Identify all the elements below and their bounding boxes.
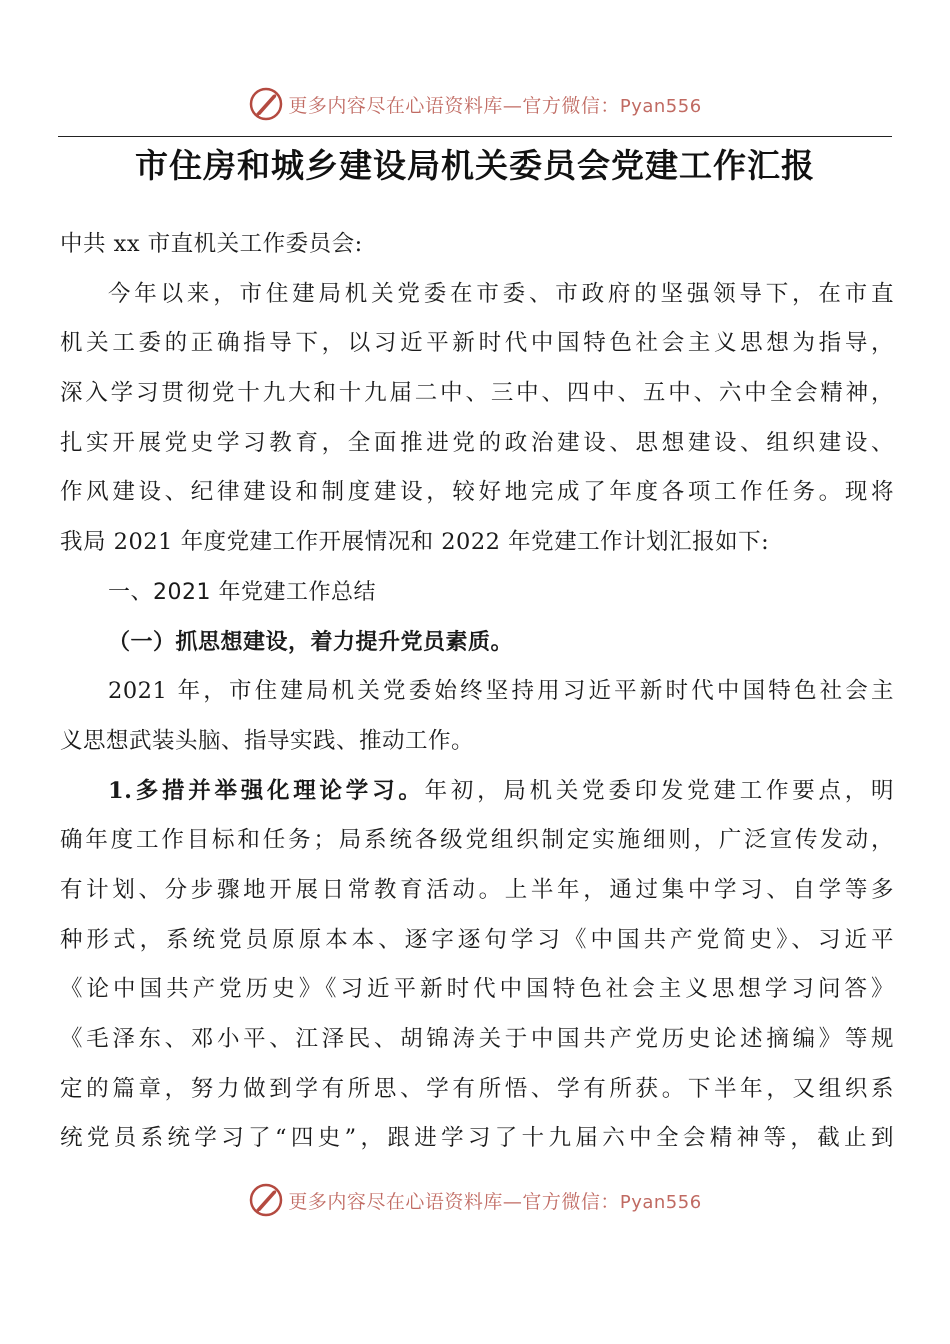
intro-line: 机关工委的正确指导下，以习近平新时代中国特色社会主义思想为指导， xyxy=(60,330,894,357)
intro-line: 今年以来，市住建局机关党委在市委、市政府的坚强领导下，在市直 xyxy=(108,280,894,307)
subsection-heading: （一）抓思想建设，着力提升党员素质。 xyxy=(108,628,514,655)
item-heading-line xyxy=(60,767,894,817)
paragraph-line: 2021 年，市住建局机关党委始终坚持用习近平新时代中国特色社会主 xyxy=(108,678,894,705)
intro-line: 扎实开展党史学习教育，全面推进党的政治建设、思想建设、组织建设、 xyxy=(60,429,894,456)
quill-pen-seal-icon xyxy=(248,86,284,122)
quill-pen-seal-icon xyxy=(248,1182,284,1218)
intro-line: 作风建设、纪律建设和制度建设，较好地完成了年度各项工作任务。现将 xyxy=(60,479,894,506)
watermark-text: 更多内容尽在心语资料库—官方微信：Pyan556 xyxy=(288,94,702,117)
watermark-wechat-id: Pyan556 xyxy=(619,1191,702,1213)
intro-line: 深入学习贯彻党十九大和十九届二中、三中、四中、五中、六中全会精神， xyxy=(60,380,894,407)
watermark-banner-bottom xyxy=(0,1180,950,1220)
intro-line: 我局 2021 年度党建工作开展情况和 2022 年党建工作计划汇报如下: xyxy=(60,529,770,556)
paragraph-line: 《论中国共产党历史》《习近平新时代中国特色社会主义思想学习问答》 xyxy=(60,976,894,1003)
paragraph-line: 种形式，系统党员原原本本、逐字逐句学习《中国共产党简史》、习近平 xyxy=(60,926,894,953)
paragraph-line: 定的篇章，努力做到学有所思、学有所悟、学有所获。下半年，又组织系 xyxy=(60,1075,894,1102)
item-text: 年初，局机关党委印发党建工作要点，明 xyxy=(424,777,894,804)
document-title: 市住房和城乡建设局机关委员会党建工作汇报 xyxy=(135,146,815,185)
watermark-wechat-id: Pyan556 xyxy=(619,95,702,117)
section-heading: 一、2021 年党建工作总结 xyxy=(108,579,376,605)
paragraph-line: 统党员系统学习了“四史”，跟进学习了十九届六中全会精神等，截止到 xyxy=(60,1125,894,1152)
paragraph-line: 有计划、分步骤地开展日常教育活动。上半年，通过集中学习、自学等多 xyxy=(60,876,894,903)
paragraph-line: 义思想武装头脑、指导实践、推动工作。 xyxy=(60,727,475,754)
paragraph-line: 确年度工作目标和任务；局系统各级党组织制定实施细则，广泛宣传发动， xyxy=(60,827,894,854)
salutation: 中共 xx 市直机关工作委员会: xyxy=(60,231,363,257)
watermark-banner-top xyxy=(0,84,950,124)
header-rule xyxy=(58,136,892,137)
item-label: 1.多措并举强化理论学习。 xyxy=(108,777,425,804)
watermark-text: 更多内容尽在心语资料库—官方微信：Pyan556 xyxy=(288,1190,702,1213)
paragraph-line: 《毛泽东、邓小平、江泽民、胡锦涛关于中国共产党历史论述摘编》等规 xyxy=(60,1026,894,1052)
document-body xyxy=(60,220,894,1164)
